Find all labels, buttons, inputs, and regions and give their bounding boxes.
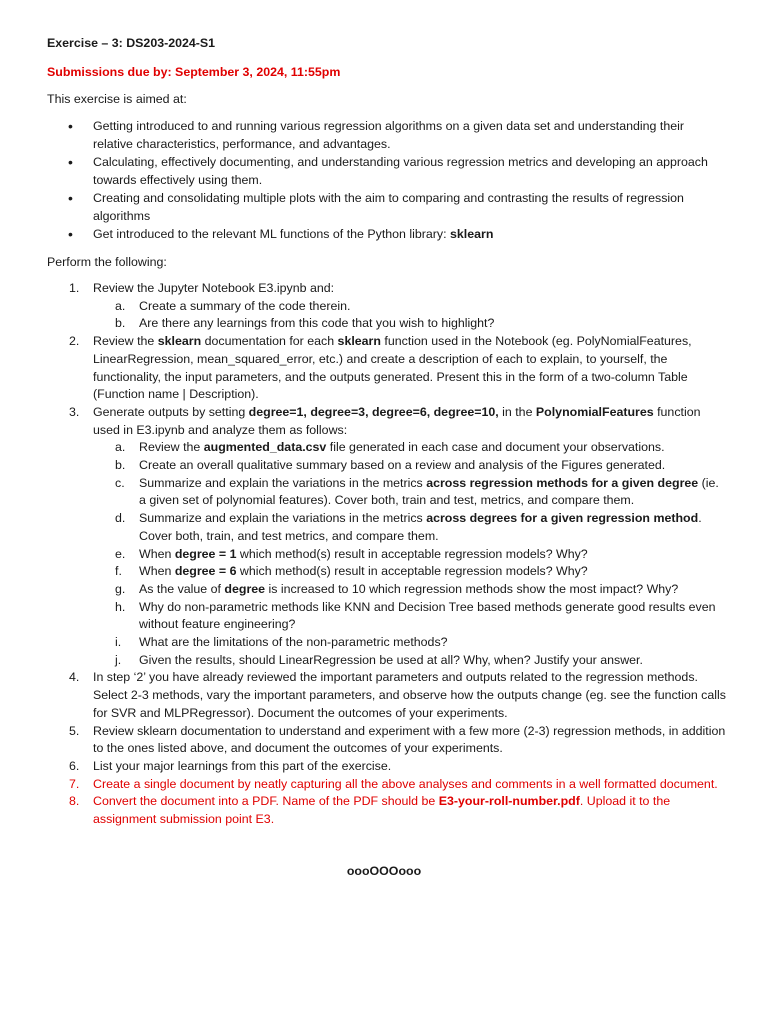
step-text: Review the Jupyter Notebook E3.ipynb and: bbox=[93, 281, 335, 295]
step-item bbox=[47, 776, 727, 794]
step-number: 3. bbox=[69, 404, 80, 419]
step-item bbox=[47, 404, 727, 670]
step-number: 7. bbox=[69, 776, 80, 791]
step-number: 2. bbox=[69, 334, 80, 349]
step-number: 5. bbox=[69, 723, 80, 738]
sub-step-item bbox=[93, 510, 727, 545]
aims-list bbox=[47, 117, 727, 243]
sub-step-letter: d. bbox=[115, 511, 126, 526]
step-text bbox=[93, 794, 670, 826]
perform-heading: Perform the following: bbox=[47, 255, 167, 269]
end-marker: oooOOOooo bbox=[346, 864, 422, 878]
sub-step-letter: i. bbox=[115, 635, 122, 650]
aim-item bbox=[47, 225, 727, 243]
step-item bbox=[47, 723, 727, 758]
aim-item: • Getting introduced to and running various regression algorithms on a given data set and understanding their relative characteristics, performance, and advantages. bbox=[47, 117, 727, 153]
step-text bbox=[93, 334, 692, 401]
step-item bbox=[47, 333, 727, 404]
sub-step-text: What are the limitations of the non-parametric methods? bbox=[139, 635, 448, 650]
sub-step-item bbox=[93, 546, 727, 564]
text-span: Generate outputs by setting bbox=[93, 404, 249, 419]
steps-list bbox=[47, 280, 727, 829]
text-span: Summarize and explain the variations in the metrics bbox=[139, 511, 427, 526]
sub-step-letter: e. bbox=[115, 546, 126, 561]
submission-deadline: Submissions due by: September 3, 2024, 11:55pm bbox=[47, 65, 341, 79]
text-span: function used in the Notebook (eg. PolyNomialFeatures, LinearRegression, mean_squared_error, etc.) and create a description of each to explain, to yourself, the functionality, the input parameters, and the outputs generated. Present this in the form of a two-column Table (Function name | Description). bbox=[93, 334, 692, 402]
step-text: Review sklearn documentation to understand and experiment with a few more (2-3) regression methods, in addition to the ones listed above, and document the outcomes of your experiments. bbox=[93, 723, 726, 756]
step-text: Create a single document by neatly capturing all the above analyses and comments in a well formatted document. bbox=[93, 776, 718, 791]
sub-step-item bbox=[93, 298, 727, 316]
library-name: sklearn bbox=[450, 227, 494, 241]
sub-step-text bbox=[139, 476, 719, 508]
sub-step-item bbox=[93, 475, 727, 510]
step-text bbox=[93, 405, 701, 437]
step-number: 6. bbox=[69, 758, 80, 773]
sub-step-letter: j. bbox=[115, 652, 122, 667]
aim-text: Get introduced to the relevant ML functions of the Python library: bbox=[93, 227, 450, 241]
sub-step-item bbox=[93, 457, 727, 475]
text-span: As the value of bbox=[139, 581, 225, 596]
step-item bbox=[47, 280, 727, 333]
sub-steps-list bbox=[93, 439, 727, 669]
sub-step-text bbox=[139, 582, 678, 596]
step-item bbox=[47, 793, 727, 828]
intro-text: This exercise is aimed at: bbox=[47, 92, 187, 106]
bold-text: degree=1, degree=3, degree=6, degree=10, bbox=[248, 404, 499, 419]
text-span: file generated in each case and document your observations. bbox=[326, 440, 665, 455]
sub-step-letter: a. bbox=[115, 440, 126, 455]
sub-step-text bbox=[139, 511, 702, 543]
bold-text: sklearn bbox=[157, 334, 202, 349]
sub-step-letter: f. bbox=[115, 564, 122, 579]
text-span: in the bbox=[498, 404, 536, 419]
bold-text: PolynomialFeatures bbox=[535, 404, 654, 419]
text-span: (ie. a given set of polynomial features). Cover both, train and test, metrics, and compare them. bbox=[139, 475, 719, 508]
text-span: When bbox=[139, 564, 175, 579]
aim-item: • Creating and consolidating multiple plots with the aim to comparing and contrasting the results of regression algorithms bbox=[47, 189, 727, 225]
sub-step-item bbox=[93, 652, 727, 670]
sub-step-item bbox=[93, 439, 727, 457]
sub-step-text bbox=[139, 547, 588, 561]
sub-step-letter: b. bbox=[115, 458, 126, 473]
exercise-title: Exercise – 3: DS203-2024-S1 bbox=[47, 36, 216, 50]
sub-step-text: Are there any learnings from this code that you wish to highlight? bbox=[139, 316, 495, 331]
sub-step-letter: g. bbox=[115, 581, 126, 596]
text-span: Review the bbox=[93, 334, 158, 349]
step-text: In step ‘2’ you have already reviewed the important parameters and outputs related to the regression methods. Select 2-3 methods, vary the important parameters, and observe how the outputs change (eg. see the function calls for SVR and MLPRegressor). Document the outcomes of your experiments. bbox=[93, 670, 726, 720]
sub-step-item bbox=[93, 599, 727, 634]
sub-step-text bbox=[139, 440, 665, 454]
sub-step-item bbox=[93, 634, 727, 652]
step-number: 1. bbox=[69, 281, 80, 295]
step-text: List your major learnings from this part of the exercise. bbox=[93, 758, 392, 773]
text-span: Convert the document into a PDF. Name of the PDF should be bbox=[93, 794, 439, 809]
text-span: When bbox=[139, 546, 175, 561]
sub-step-text: Given the results, should LinearRegression be used at all? Why, when? Justify your answer. bbox=[139, 652, 643, 667]
text-span: . Cover both, train, and test metrics, and compare them. bbox=[139, 511, 702, 543]
bold-text: degree = 1 bbox=[174, 546, 237, 561]
sub-step-text bbox=[139, 564, 588, 578]
bold-text: across degrees for a given regression method bbox=[426, 511, 699, 526]
text-span: . Upload it to the assignment submission point E3. bbox=[93, 794, 671, 827]
sub-step-item bbox=[93, 563, 727, 581]
bold-text: across regression methods for a given degree bbox=[426, 475, 699, 490]
step-number: 4. bbox=[69, 670, 80, 685]
step-number: 8. bbox=[69, 794, 80, 809]
text-span: Review the bbox=[139, 440, 204, 455]
text-span: is increased to 10 which regression methods show the most impact? Why? bbox=[265, 581, 679, 596]
bold-text: degree = 6 bbox=[174, 564, 237, 579]
sub-step-text: Create an overall qualitative summary based on a review and analysis of the Figures generated. bbox=[139, 458, 666, 473]
sub-step-item bbox=[93, 581, 727, 599]
text-span: documentation for each bbox=[201, 334, 338, 349]
sub-step-letter: a. bbox=[115, 298, 126, 313]
text-span: which method(s) result in acceptable regression models? Why? bbox=[236, 564, 588, 579]
sub-step-letter: b. bbox=[115, 316, 126, 331]
text-span: Summarize and explain the variations in the metrics bbox=[139, 475, 427, 490]
step-item bbox=[47, 669, 727, 722]
bold-text: augmented_data.csv bbox=[203, 440, 327, 455]
sub-step-letter: c. bbox=[115, 475, 125, 490]
sub-step-item bbox=[93, 315, 727, 333]
sub-step-text: Create a summary of the code therein. bbox=[139, 298, 351, 313]
bold-text: degree bbox=[224, 581, 266, 596]
text-span: function used in E3.ipynb and analyze them as follows: bbox=[93, 404, 701, 437]
sub-step-letter: h. bbox=[115, 599, 126, 614]
bold-text: E3-your-roll-number.pdf bbox=[438, 794, 580, 809]
text-span: which method(s) result in acceptable regression models? Why? bbox=[236, 546, 588, 561]
bold-text: sklearn bbox=[337, 334, 381, 349]
sub-steps-list bbox=[93, 298, 727, 333]
step-item bbox=[47, 758, 727, 776]
sub-step-text: Why do non-parametric methods like KNN and Decision Tree based methods generate good results even without feature engineering? bbox=[139, 599, 716, 632]
aim-item: • Calculating, effectively documenting, and understanding various regression metrics and developing an approach towards effectively using them. bbox=[47, 153, 727, 189]
